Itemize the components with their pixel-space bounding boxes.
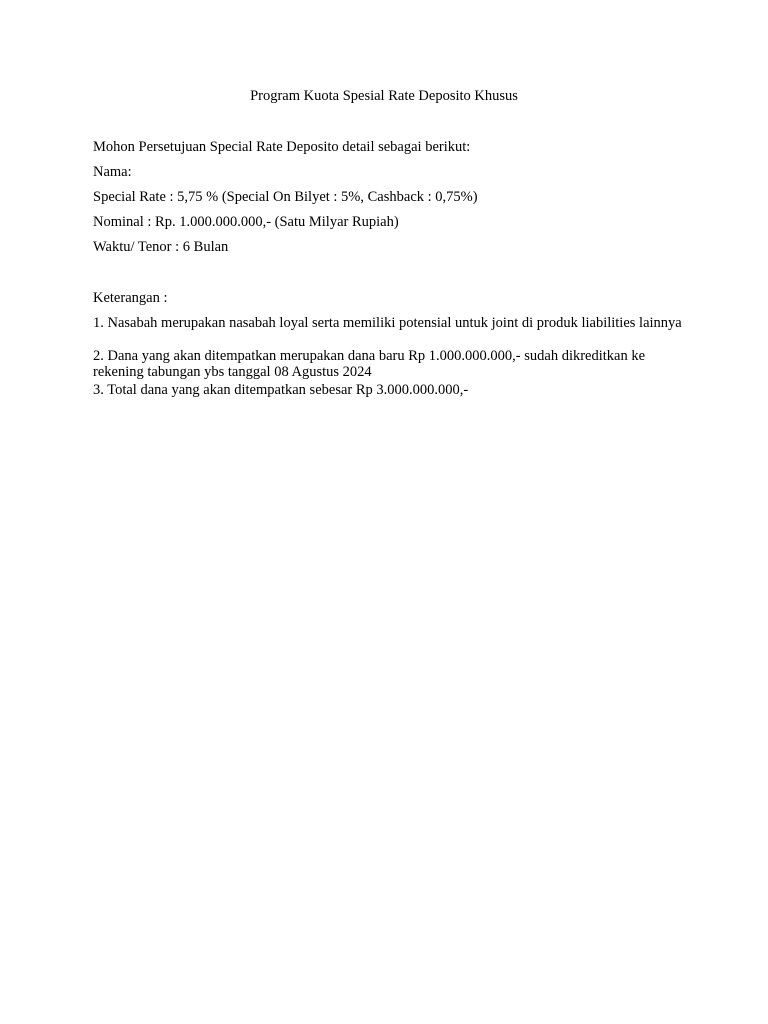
field-waktu-tenor: Waktu/ Tenor : 6 Bulan — [93, 239, 229, 255]
field-nama: Nama: — [93, 164, 132, 180]
field-special-rate: Special Rate : 5,75 % (Special On Bilyet : 5%, Cashback : 0,75%) — [93, 189, 478, 205]
keterangan-item-1: 1. Nasabah merupakan nasabah loyal serta memiliki potensial untuk joint di produk liabilities lainnya — [93, 315, 682, 331]
document-title: Program Kuota Spesial Rate Deposito Khusus — [250, 88, 518, 104]
keterangan-item-3: 3. Total dana yang akan ditempatkan sebesar Rp 3.000.000.000,- — [93, 382, 469, 398]
keterangan-item-2: 2. Dana yang akan ditempatkan merupakan dana baru Rp 1.000.000.000,- sudah dikreditkan ke rekening tabungan ybs tanggal 08 Agustus 2024 — [93, 348, 646, 380]
field-nominal: Nominal : Rp. 1.000.000.000,- (Satu Milyar Rupiah) — [93, 214, 399, 230]
keterangan-heading: Keterangan : — [93, 290, 168, 306]
intro-text: Mohon Persetujuan Special Rate Deposito detail sebagai berikut: — [93, 139, 471, 155]
